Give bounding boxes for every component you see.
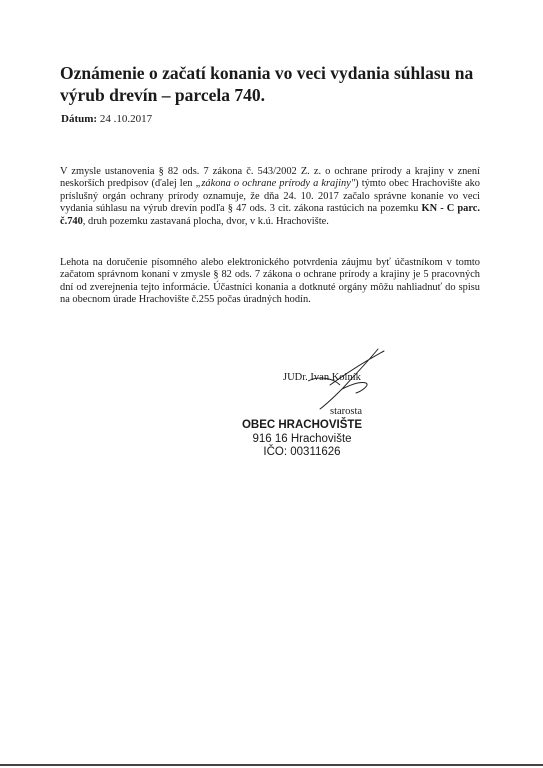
signer-name: JUDr. Ivan Kolník	[283, 372, 361, 383]
stamp-municipality: OBEC HRACHOVIŠTE	[241, 419, 363, 431]
date-label: Dátum:	[61, 113, 98, 125]
official-stamp	[232, 419, 372, 460]
paragraph-notice-part2: ) týmto obec Hrachovište ako príslušný orgán ochrany prírody oznamuje, že dňa 24. 10. 2017 začalo správne konanie vo veci vydania súhlasu na výrub drevín podľa § 47 ods. 3 cit. zákona rastúcich na pozemku	[60, 178, 480, 215]
signer-role: starosta	[330, 406, 363, 417]
paragraph-notice	[60, 166, 480, 228]
stamp-address: 916 16 Hrachovište	[252, 432, 352, 445]
paragraph-notice-part1: V zmysle ustanovenia § 82 ods. 7 zákona č. 543/2002 Z. z. o ochrane prírody a krajiny v znení neskorších predpisov (ďalej len	[60, 166, 480, 190]
document-title: Oznámenie o začatí konania vo veci vydania súhlasu na výrub drevín – parcela 740.	[60, 63, 474, 105]
paragraph-notice-parcel: KN - C parc. č.740	[60, 203, 480, 227]
document-date	[61, 113, 152, 125]
scan-edge-line	[0, 764, 543, 766]
stamp-ico: IČO: 00311626	[263, 446, 341, 458]
paragraph-deadline: Lehota na doručenie písomného alebo elektronického potvrdenia záujmu byť účastníkom v tomto začatom správnom konaní v zmysle § 82 ods. 7 zákona o ochrane prírody a krajiny je 5 pracovných dní od zverejnenia tejto informácie. Účastníci konania a dotknuté orgány môžu nahliadnuť do spisu na obecnom úrade Hrachovište č.255 počas úradných hodín.	[60, 257, 480, 306]
date-value: 24 .10.2017	[99, 113, 153, 125]
paragraph-notice-law-name: „zákona o ochrane prírody a krajiny"	[195, 178, 356, 190]
paragraph-notice-part3: , druh pozemku zastavaná plocha, dvor, v k.ú. Hrachovište.	[82, 215, 329, 227]
